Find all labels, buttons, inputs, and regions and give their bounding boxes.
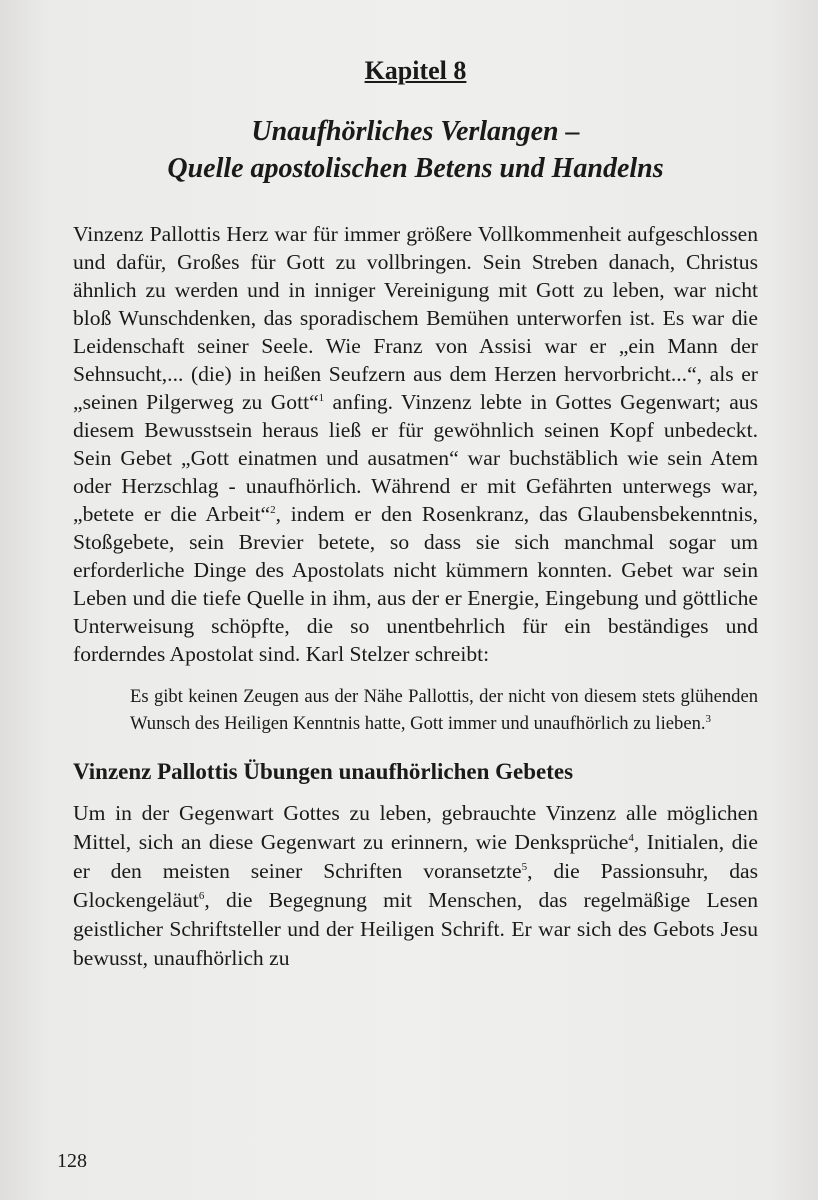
chapter-title-line1: Unaufhörliches Verlangen – [251, 116, 580, 147]
para2-text-c: , die Passionsuhr, das Glockengeläut [73, 859, 758, 912]
section-heading: Vinzenz Pallottis Übungen unaufhörlichen Gebetes [73, 759, 574, 784]
para1-text-b: anfing. Vinzenz lebte in Gottes Gegenwart; aus diesem Bewusstsein heraus ließ er für gewöhnlich seinen Kopf unbedeckt. Sein Gebet „Gott einatmen und ausatmen“ war buchstäblich wie sein Atem oder Herzschlag - unaufhörlich. Während er mit Gefährten unterwegs war, „betete er die Arbeit“ [73, 390, 758, 526]
page-number: 128 [57, 1150, 87, 1172]
quote-text: Es gibt keinen Zeugen aus der Nähe Pallottis, der nicht von diesem stets glühenden Wunsch des Heiligen Kenntnis hatte, Gott immer und unaufhörlich zu lieben. [130, 686, 758, 734]
chapter-title [73, 113, 758, 187]
body-paragraph-1 [73, 220, 758, 668]
body-paragraph-2 [73, 799, 758, 973]
footnote-ref-3: 3 [705, 712, 712, 725]
chapter-label: Kapitel 8 [364, 56, 467, 85]
footnote-ref-6: 6 [198, 889, 205, 902]
para2-text-d: , die Begegnung mit Menschen, das regelmäßige Lesen geistlicher Schriftsteller und der Heiligen Schrift. Er war sich des Gebots Jesu bewusst, unaufhörlich zu [73, 888, 758, 970]
para2-text-a: Um in der Gegenwart Gottes zu leben, gebrauchte Vinzenz alle möglichen Mittel, sich an diese Gegenwart zu erinnern, wie Denksprüche [73, 801, 758, 854]
para1-text-a: Vinzenz Pallottis Herz war für immer größere Vollkommenheit aufgeschlossen und dafür, Großes für Gott zu vollbringen. Sein Streben danach, Christus ähnlich zu werden und in inniger Vereinigung mit Gott zu leben, war nicht bloß Wunschdenken, das sporadischem Bemühen unterworfen ist. Es war die Leidenschaft seiner Seele. Wie Franz von Assisi war er „ein Mann der Sehnsucht,... (die) in heißen Seufzern aus dem Herzen hervorbricht...“, als er „seinen Pilgerweg zu Gott“ [73, 222, 758, 414]
footnote-ref-1: 1 [318, 391, 325, 404]
chapter-title-line2: Quelle apostolischen Betens und Handelns [167, 153, 664, 184]
footnote-ref-2: 2 [270, 503, 276, 516]
para1-text-c: , indem er den Rosenkranz, das Glaubensbekenntnis, Stoßgebete, sein Brevier betete, so dass sie sich manchmal sogar um erforderliche Dinge des Apostolats nicht kümmern konnten. Gebet war sein Leben und die tiefe Quelle in ihm, aus der er Energie, Eingebung und göttliche Unterweisung schöpfte, die so unentbehrlich für ein beständiges und forderndes Apostolat sind. Karl Stelzer schreibt: [73, 502, 758, 666]
footnote-ref-4: 4 [628, 831, 634, 844]
footnote-ref-5: 5 [521, 860, 528, 873]
page-content [73, 56, 758, 973]
block-quote [130, 684, 758, 737]
para2-text-b: , Initialen, die er den meisten seiner Schriften voransetzte [73, 830, 758, 883]
